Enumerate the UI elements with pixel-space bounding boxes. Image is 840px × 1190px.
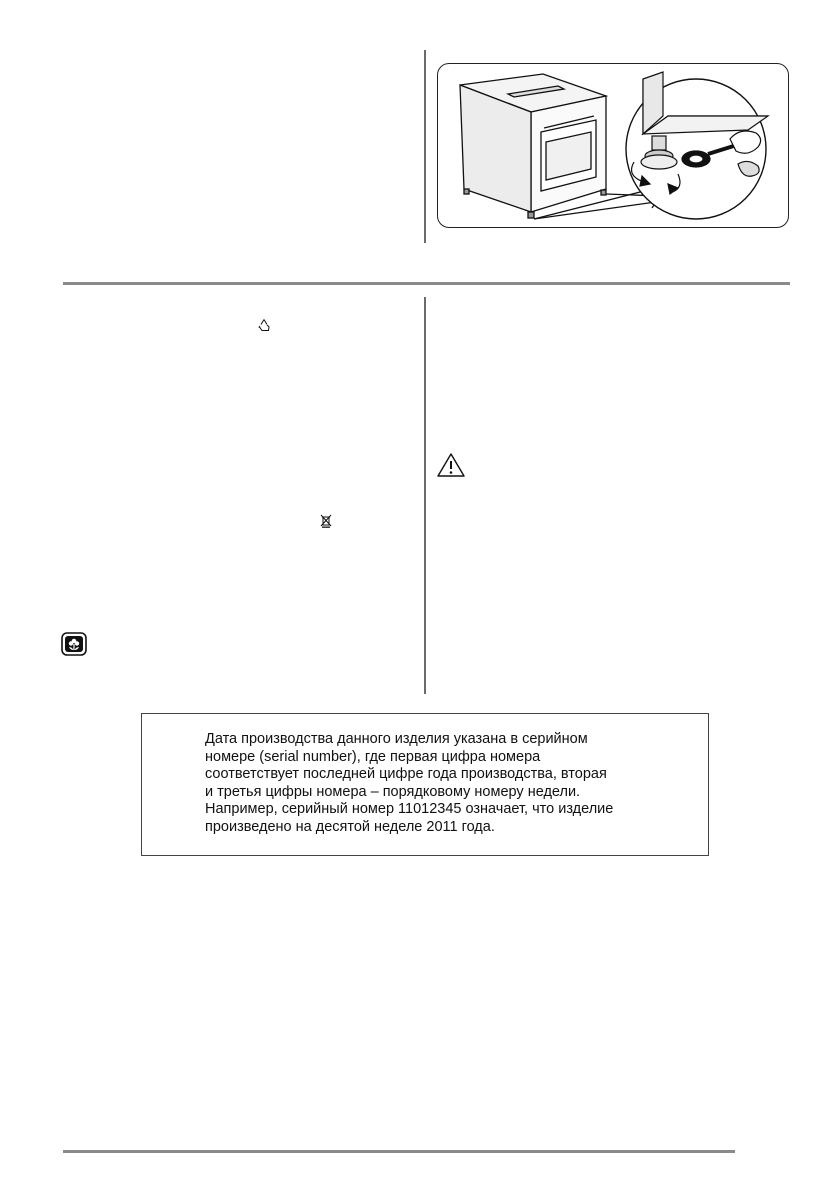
note-text xyxy=(205,731,695,837)
crossed-bin-icon xyxy=(320,514,332,533)
footer-rule xyxy=(63,1150,735,1153)
note-line: Например, серийный номер 11012345 означает, что изделие xyxy=(205,801,614,818)
recycle-icon xyxy=(257,318,271,337)
serial-number-note xyxy=(141,713,709,856)
middle-column-divider xyxy=(424,297,426,694)
section-divider xyxy=(63,282,790,285)
environment-flower-icon xyxy=(61,632,87,661)
note-line: номере (serial number), где первая цифра номера xyxy=(205,748,541,765)
note-line: и третья цифры номера – порядковому номеру недели. xyxy=(205,783,581,800)
oven-leveling-illustration xyxy=(437,63,789,228)
warning-icon xyxy=(436,452,466,483)
note-line: соответствует последней цифре года производства, вторая xyxy=(205,766,607,783)
note-line: Дата производства данного изделия указана в серийном xyxy=(205,731,588,747)
note-line: произведено на десятой неделе 2011 года. xyxy=(205,818,495,835)
top-column-divider xyxy=(424,50,426,243)
